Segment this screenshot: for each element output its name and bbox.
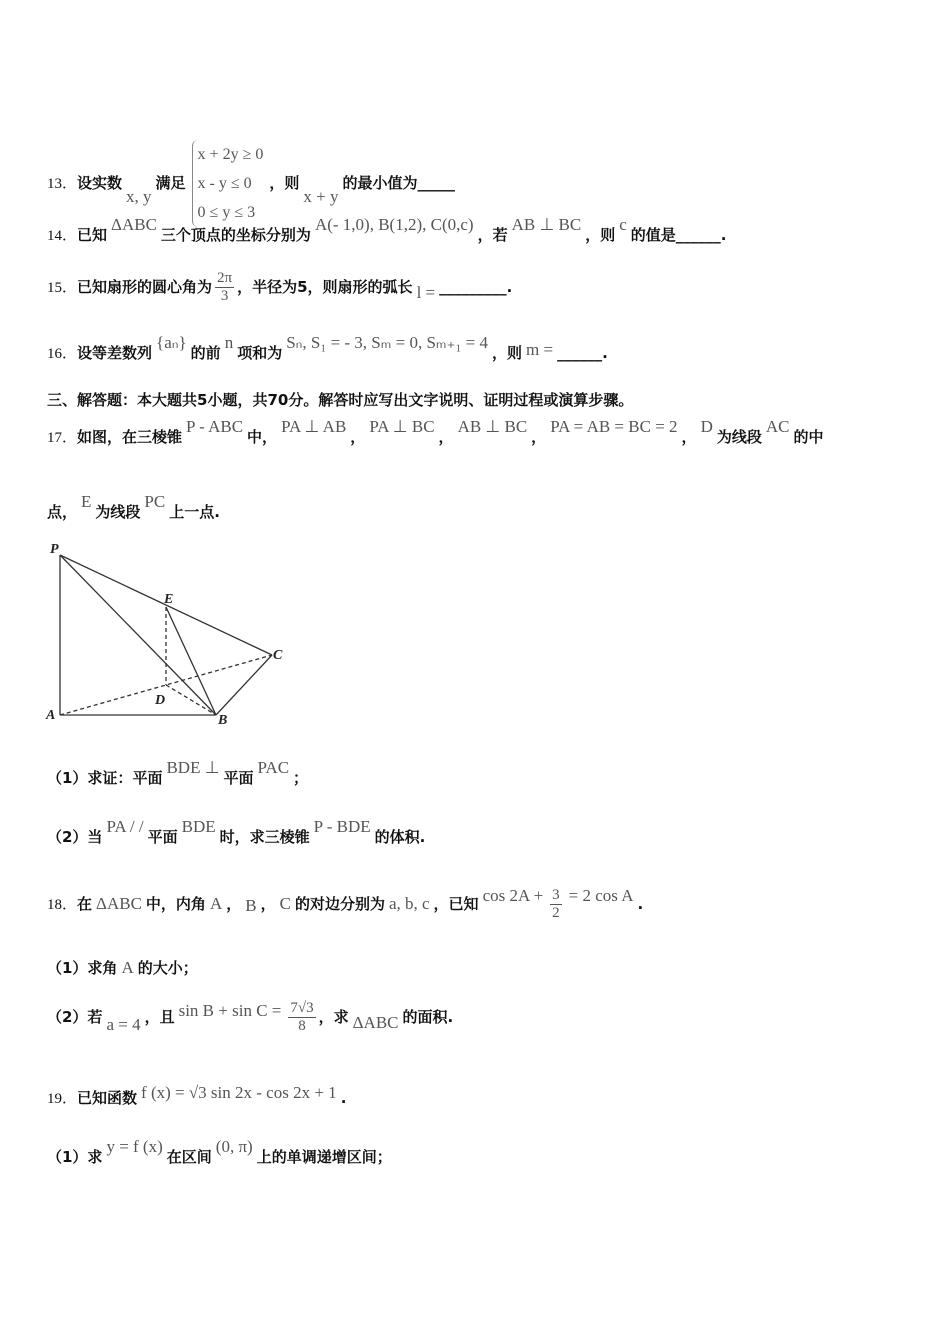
text: 的面积. — [402, 1008, 454, 1026]
math: C — [279, 894, 291, 913]
math: BDE — [181, 817, 216, 836]
label-e: E — [164, 592, 174, 607]
question-19 — [47, 1083, 347, 1108]
text: 中， — [247, 428, 278, 446]
text: ______. — [557, 344, 608, 362]
label-c: C — [273, 648, 283, 663]
question-18-part-1 — [47, 957, 198, 978]
math: x + y — [303, 187, 339, 206]
question-number: 13． — [47, 176, 78, 192]
math: m = — [526, 340, 554, 359]
math: D — [700, 417, 713, 436]
label-p: P — [50, 542, 59, 557]
label-a: A — [46, 708, 56, 723]
text: 的前 — [190, 344, 221, 362]
text: 为线段 — [716, 428, 762, 446]
math: PAC — [257, 758, 290, 777]
math: A — [209, 894, 223, 913]
label-d: D — [155, 693, 166, 708]
math: ΔABC — [111, 215, 157, 234]
question-18-part-2 — [47, 1000, 453, 1035]
text: 设实数 — [77, 174, 123, 192]
text: ， — [531, 428, 547, 446]
fraction — [550, 887, 562, 922]
math: PA ⊥ AB — [281, 417, 347, 436]
math: PA = AB = BC = 2 — [550, 417, 678, 436]
math: c — [619, 215, 627, 234]
text: ，半径为5，则扇形的弧长 — [237, 278, 413, 296]
question-13 — [47, 140, 455, 227]
math: {aₙ} — [156, 333, 187, 352]
text: 上的单调递增区间； — [256, 1148, 392, 1166]
math: E — [81, 492, 92, 511]
text: 点， — [47, 503, 78, 521]
question-17-part-1 — [47, 758, 309, 788]
text: ，且 — [144, 1008, 175, 1026]
math: (0, π) — [215, 1137, 253, 1156]
math: y = f (x) — [106, 1137, 163, 1156]
text: （1）求角 — [47, 959, 118, 977]
math: AB ⊥ BC — [511, 215, 582, 234]
question-17 — [47, 417, 824, 447]
text: . — [637, 895, 644, 913]
question-17-part-2 — [47, 817, 426, 847]
numerator: 2π — [217, 270, 233, 286]
denominator: 2 — [552, 905, 560, 921]
math: P - ABC — [186, 417, 244, 436]
text: 已知 — [77, 226, 108, 244]
question-15 — [47, 270, 512, 305]
math: x, y — [126, 187, 152, 206]
text: ； — [293, 769, 309, 787]
text: 在区间 — [166, 1148, 212, 1166]
text: 平面 — [223, 769, 254, 787]
question-19-part-1 — [47, 1137, 392, 1167]
math: = 2 cos A — [568, 886, 634, 905]
question-number: 15． — [47, 280, 78, 296]
text: 的值是______. — [630, 226, 727, 244]
label-b: B — [218, 713, 228, 728]
text: 的中 — [793, 428, 824, 446]
text: ， — [350, 428, 366, 446]
section-heading: 三、解答题：本大题共5小题，共70分。解答时应写出文字说明、证明过程或演算步骤。 — [47, 391, 634, 409]
question-number: 18． — [47, 897, 78, 913]
text: ， — [260, 895, 276, 913]
text: 的体积. — [374, 828, 426, 846]
text: （1）求 — [47, 1148, 103, 1166]
text: 中，内角 — [145, 895, 206, 913]
math: a, b, c — [388, 894, 430, 913]
math: a = 4 — [106, 1015, 141, 1034]
question-14 — [47, 215, 727, 245]
fraction — [288, 1000, 315, 1035]
denominator: 3 — [220, 288, 229, 304]
edge-bc — [216, 655, 272, 715]
text: ，则 — [269, 174, 300, 192]
question-number: 19． — [47, 1091, 78, 1107]
text: 的最小值为_____ — [342, 174, 455, 192]
text: 为线段 — [95, 503, 141, 521]
math: BDE ⊥ — [166, 758, 220, 777]
numerator: 7√3 — [290, 1000, 314, 1016]
text: ， — [438, 428, 454, 446]
math: cos 2A + — [482, 886, 544, 905]
text: 设等差数列 — [77, 344, 153, 362]
question-16 — [47, 333, 608, 363]
math: ΔABC — [96, 894, 142, 913]
text: 平面 — [147, 828, 178, 846]
text: （1）求证：平面 — [47, 769, 163, 787]
text: 的对边分别为 — [294, 895, 385, 913]
math: x - y ≤ 0 — [197, 175, 252, 192]
math: P - BDE — [313, 817, 371, 836]
question-18 — [47, 887, 643, 922]
pyramid-figure — [40, 535, 300, 730]
text: ， — [226, 895, 242, 913]
math: A(- 1,0), B(1,2), C(0,c) — [314, 215, 474, 234]
math: AB ⊥ BC — [457, 417, 528, 436]
numerator: 3 — [552, 887, 560, 903]
text: （2）若 — [47, 1008, 103, 1026]
math: Sₙ, S₁ = - 3, Sₘ = 0, Sₘ₊₁ = 4 — [286, 333, 488, 352]
text: ， — [681, 428, 697, 446]
text: ，则 — [585, 226, 616, 244]
math: ΔABC — [352, 1013, 399, 1032]
question-17-continued — [47, 492, 220, 522]
math: PA / / — [106, 817, 144, 836]
denominator: 8 — [298, 1018, 306, 1034]
text: 已知扇形的圆心角为 — [77, 278, 213, 296]
text: （2）当 — [47, 828, 103, 846]
text: ，若 — [477, 226, 508, 244]
question-number: 14． — [47, 228, 78, 244]
math: l = — [416, 283, 436, 302]
text: ，则 — [491, 344, 522, 362]
math: PA ⊥ BC — [369, 417, 435, 436]
text: 如图，在三棱锥 — [77, 428, 183, 446]
text: 满足 — [155, 174, 186, 192]
text: 时，求三棱锥 — [219, 828, 310, 846]
question-number: 16． — [47, 346, 78, 362]
inequality-system — [192, 140, 264, 227]
text: 已知函数 — [77, 1089, 138, 1107]
math: PC — [144, 492, 166, 511]
edge-eb — [166, 607, 216, 715]
text: 项和为 — [237, 344, 283, 362]
text: 的大小； — [137, 959, 198, 977]
math: x + 2y ≥ 0 — [197, 146, 264, 163]
text: _________. — [439, 278, 513, 296]
text: . — [340, 1089, 347, 1107]
edge-pb — [60, 555, 216, 715]
math: n — [224, 333, 234, 352]
text: 三个顶点的坐标分别为 — [160, 226, 311, 244]
math: AC — [765, 417, 790, 436]
math: A — [121, 958, 134, 977]
math: f (x) = √3 sin 2x - cos 2x + 1 — [141, 1083, 337, 1102]
text: ，求 — [318, 1008, 349, 1026]
math: 0 ≤ y ≤ 3 — [197, 204, 256, 221]
text: 在 — [77, 895, 93, 913]
math: B — [245, 896, 257, 915]
text: ，已知 — [433, 895, 479, 913]
math: sin B + sin C = — [178, 1001, 282, 1020]
fraction — [215, 270, 234, 305]
text: 上一点. — [169, 503, 220, 521]
question-number: 17． — [47, 430, 78, 446]
